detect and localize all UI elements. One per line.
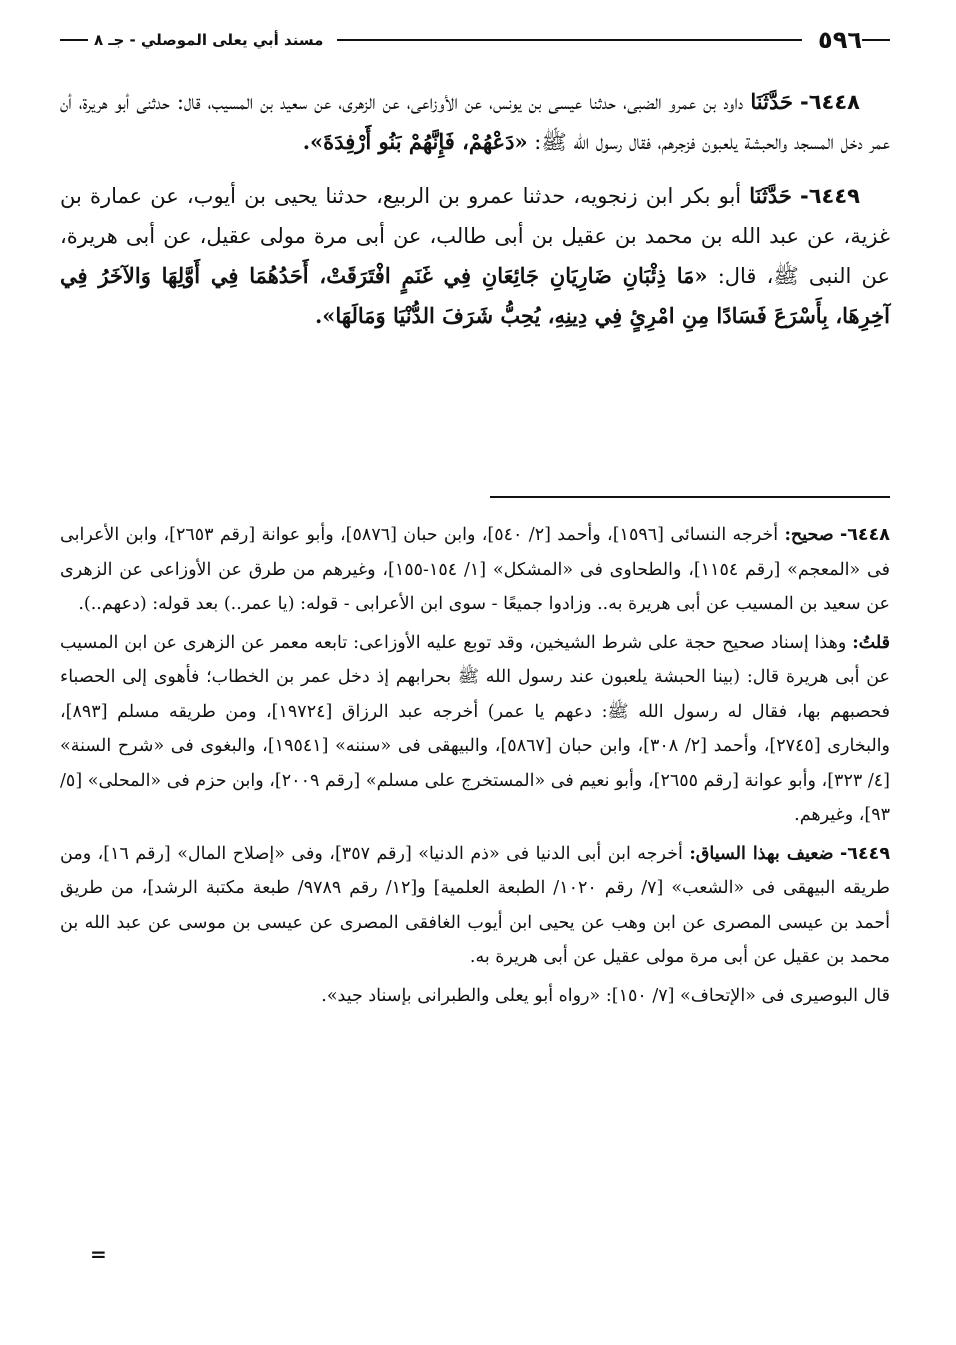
footnote-text: قال البوصيرى فى «الإتحاف» [٧/ ١٥٠]: «رواه أبو يعلى والطبرانى بإسناد جيد». [321, 985, 890, 1006]
hadith-6448 [60, 82, 890, 162]
header-dash [862, 39, 890, 41]
footnote-text: وهذا إسناد صحيح حجة على شرط الشيخين، وقد توبع عليه الأوزاعى: تابعه معمر عن الزهرى عن ابن المسيب عن أبى هريرة قال: (بينا الحبشة يلعبون عند رسول الله ﷺ بحرابهم إذ دخل عمر بن الخطاب؛ فأهوى إلى الحصباء فحصبهم بها، فقال له رسول الله ﷺ: دعهم يا عمر) أخرجه عبد الرزاق [١٩٧٢٤]، ومن طريقه مسلم [٨٩٣]، والبخارى [٢٧٤٥]، وأحمد [٢/ ٣٠٨]، وابن حبان [٥٨٦٧]، والبيهقى فى «سننه» [١٩٥٤١]، والبغوى فى «شرح السنة» [٤/ ٣٢٣]، وأبو عوانة [رقم ٢٦٥٥]، وأبو نعيم فى «المستخرج على مسلم» [رقم ٢٠٠٩]، وابن حزم فى «المحلى» [٥/ ٩٣]، وغيرهم. [60, 632, 890, 825]
footnote-verdict: قلتُ: [852, 632, 890, 653]
hadith-matn: «دَعْهُمْ، فَإِنَّهُمْ بَنُو أَرْفِدَةَ». [302, 129, 528, 154]
hadith-isnad: داود بن عمرو الضبى، حدثنا عيسى بن يونس، عن الأوزاعى، عن الزهرى، عن سعيد بن المسيب، قال: حدثنى أبو هريرة، أن عمر دخل المسجد والحبشة يلعبون فزجرهم، فقال رسول الله ﷺ: [60, 90, 890, 154]
hadith-lead: حَدَّثَنَا [750, 89, 793, 114]
footnotes [60, 518, 890, 1017]
footnote-verdict: ضعيف بهذا السياق: [689, 843, 834, 864]
footnote-6449 [60, 837, 890, 975]
book-title: مسند أبي يعلى الموصلي - جـ ٨ [94, 31, 324, 49]
footnote-text: أخرجه النسائى [١٥٩٦]، وأحمد [٢/ ٥٤٠]، وابن حبان [٥٨٧٦]، وأبو عوانة [رقم ٢٦٥٣]، وابن الأعرابى فى «المعجم» [رقم ١١٥٤]، والطحاوى فى «المشكل» [١/ ١٥٤-١٥٥]، وغيرهم من طرق عن الأوزاعى عن الزهرى عن سعيد بن المسيب عن أبى هريرة به.. وزادوا جميعًا - سوى ابن الأعرابى - قوله: (يا عمر..) بعد قوله: (دعهم..). [60, 525, 890, 614]
footnote-number: ٦٤٤٨- [839, 525, 890, 545]
main-text [60, 82, 890, 350]
page-number: ٥٩٦ [818, 26, 862, 54]
hadith-lead: حَدَّثَنَا [749, 183, 792, 208]
hadith-6449 [60, 176, 890, 336]
hadith-number: ٦٤٤٨- [800, 90, 860, 114]
footnote-separator [490, 496, 890, 498]
document-page [60, 20, 890, 1320]
footnote-verdict: صحيح: [784, 525, 834, 545]
hadith-number: ٦٤٤٩- [800, 184, 860, 208]
running-header [60, 20, 890, 60]
continuation-mark: = [90, 1242, 107, 1266]
footnote-text: أخرجه ابن أبى الدنيا فى «ذم الدنيا» [رقم ٣٥٧]، وفى «إصلاح المال» [رقم ١٦]، ومن طريقه البيهقى فى «الشعب» [٧/ رقم ١٠٢٠/ الطبعة العلمية] و[١٢/ رقم ٩٧٨٩/ طبعة مكتبة الرشد]، من طريق أحمد بن عيسى المصرى عن ابن وهب عن يحيى ابن أيوب الغافقى المصرى عن عيسى بن موسى عن عبد الله بن محمد بن عقيل عن أبى مرة مولى عقيل عن أبى هريرة به. [60, 843, 890, 967]
hadith-matn: «مَا ذِئْبَانِ ضَارِيَانِ جَائِعَانِ فِي غَنَمٍ افْتَرَقَتْ، أَحَدُهُمَا فِي أَوَّلِهَا وَالآخَرُ فِي آخِرِهَا، بِأَسْرَعَ فَسَادًا مِنِ امْرِئٍ فِي دِينِهِ، يُحِبُّ شَرَفَ الدُّنْيَا وَمَالَهَا». [60, 263, 890, 328]
footnote-number: ٦٤٤٩- [840, 843, 891, 864]
footnote-busiri [60, 979, 890, 1014]
header-rule [337, 39, 802, 41]
hadith-isnad: أبو بكر ابن زنجويه، حدثنا عمرو بن الربيع، حدثنا يحيى بن أيوب، عن عمارة بن غزية، عن عبد الله بن محمد بن عقيل بن أبى طالب، عن أبى مرة مولى عقيل، عن أبى هريرة، عن النبى ﷺ، قال: [60, 184, 890, 288]
footnote-comment [60, 626, 890, 833]
header-dash [60, 39, 88, 41]
footnote-6448 [60, 518, 890, 622]
